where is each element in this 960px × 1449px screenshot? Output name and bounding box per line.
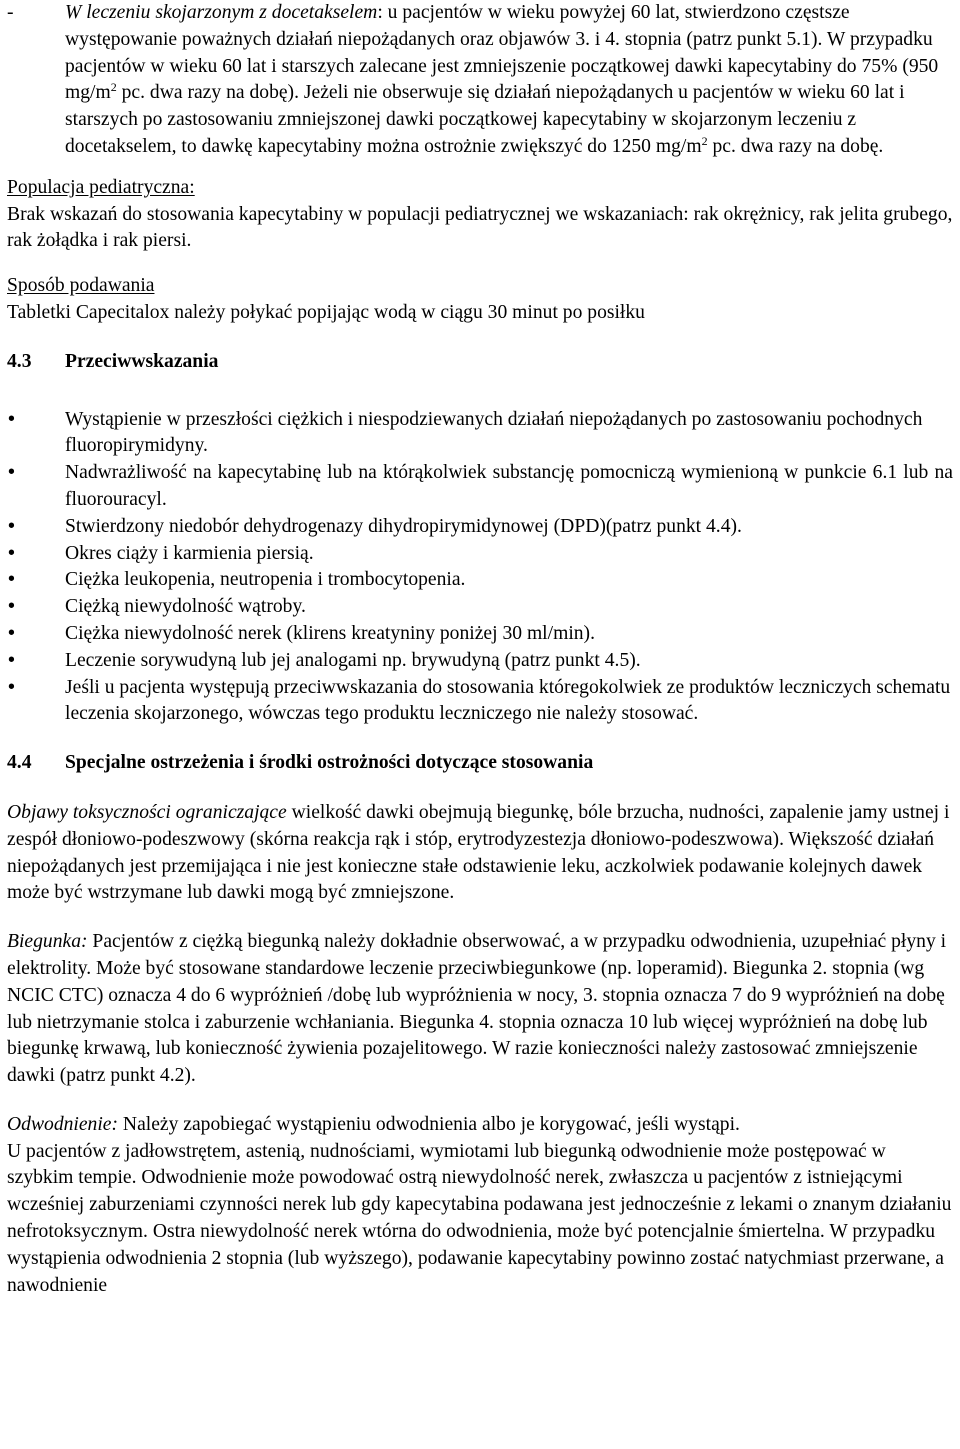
toxicity-text: wielkość dawki obejmują biegunkę, bóle brzucha, nudności, zapalenie jamy ustnej i zespół dłoniowo-podeszwowy (skórna reakcja rąk i stóp, erytrodyzestezja dłoniowo-podeszwowa). Większość działań niepożądanych jest przemijająca i nie jest konieczne stałe odstawienie leku, aczkolwiek podawanie kolejnych dawek może być wstrzymane lub dawki mogą być zmniejszone. xyxy=(7,801,950,904)
bullet-marker: • xyxy=(8,569,15,591)
administration-heading: Sposób podawania xyxy=(7,275,155,297)
contraindication-item xyxy=(7,514,953,541)
diarrhea-label: Biegunka: xyxy=(7,931,88,953)
contraindication-item xyxy=(7,621,953,648)
contraindication-item xyxy=(7,567,953,594)
dehydration-label: Odwodnienie: xyxy=(7,1113,119,1135)
dehydration-text: Należy zapobiegać wystąpieniu odwodnienia albo je korygować, jeśli wystąpi. xyxy=(118,1113,740,1135)
contraindication-text: Ciężką niewydolność wątroby. xyxy=(65,596,306,618)
contraindication-item xyxy=(7,675,953,729)
contraindication-text: Jeśli u pacjenta występują przeciwwskazania do stosowania któregokolwiek ze produktów leczniczych schematu leczenia skojarzonego, wówczas tego produktu leczniczego nie należy stosować. xyxy=(65,676,951,725)
contraindication-text: Leczenie sorywudyną lub jej analogami np. brywudyną (patrz punkt 4.5). xyxy=(65,649,641,671)
docetaxel-text-2: pc. dwa razy na dobę). Jeżeli nie obserwuje się działań niepożądanych u pacjentów w wieku 60 lat i starszych po zastosowaniu zmniejszonej dawki początkowej kapecytabiny w skojarzonym leczeniu z docetakselem, to dawkę kapecytabiny można ostrożnie zwiększyć do 1250 mg/m xyxy=(65,82,905,157)
contraindication-item xyxy=(7,648,953,675)
contraindication-text: Ciężka niewydolność nerek (klirens kreatyniny poniżej 30 ml/min). xyxy=(65,622,595,644)
administration-section xyxy=(7,273,953,327)
bullet-marker: • xyxy=(8,649,15,671)
dehydration-paragraph xyxy=(7,1112,953,1139)
contraindication-text: Ciężka leukopenia, neutropenia i trombocytopenia. xyxy=(65,569,466,591)
section-4-3-heading xyxy=(7,349,953,376)
contraindication-text: Okres ciąży i karmienia piersią. xyxy=(65,542,314,564)
bullet-marker: • xyxy=(8,408,15,430)
docetaxel-text-3: pc. dwa razy na dobę. xyxy=(707,135,884,157)
superscript-2: 2 xyxy=(701,133,708,148)
superscript-1: 2 xyxy=(110,80,117,95)
contraindication-item xyxy=(7,541,953,568)
contraindication-item xyxy=(7,594,953,621)
diarrhea-text: Pacjentów z ciężką biegunką należy dokładnie obserwować, a w przypadku odwodnienia, uzupełniać płyny i elektrolity. Może być stosowane standardowe leczenie przeciwbiegunkowe (np. loperamid). Biegunka 2. stopnia (wg NCIC CTC) oznacza 4 do 6 wypróżnień /dobę lub wypróżnienia w nocy, 3. stopnia oznacza 7 do 9 wypróżnień na dobę lub nietrzymanie stolca i zaburzenie wchłaniania. Biegunka 4. stopnia oznacza 10 lub więcej wypróżnień na dobę lub biegunkę krwawą, lub konieczność żywienia pozajelitowego. W razie konieczności należy zastosować zmniejszenie dawki (patrz punkt 4.2). xyxy=(7,931,947,1087)
bullet-marker: • xyxy=(8,462,15,484)
bullet-marker: • xyxy=(8,676,15,698)
docetaxel-text-1: : u pacjentów w wieku powyżej 60 lat, stwierdzono częstsze występowanie poważnych działań niepożądanych oraz objawów 3. i 4. stopnia (patrz punkt 5.1). W przypadku pacjentów w wieku 60 lat i starszych zalecane jest zmniejszenie początkowej dawki kapecytabiny do 75% (950 mg/m xyxy=(65,2,939,104)
bullet-marker: • xyxy=(8,542,15,564)
contraindication-text: Nadwrażliwość na kapecytabinę lub na którąkolwiek substancję pomocniczą wymienioną w punkcie 6.1 lub na fluorouracyl. xyxy=(65,462,953,510)
contraindication-item xyxy=(7,407,953,461)
dehydration-paragraph-2: U pacjentów z jadłowstrętem, astenią, nudnościami, wymiotami lub biegunką odwodnienie może postępować w szybkim tempie. Odwodnienie może powodować ostrą niewydolność nerek, zwłaszcza u pacjentów z istniejącymi wcześniej zaburzeniami czynności nerek lub gdy kapecytabina podawana jest jednocześnie z lekami o znanym działaniu nefrotoksycznym. Ostra niewydolność nerek wtórna do odwodnienia, może być potencjalnie śmiertelna. W przypadku wystąpienia odwodnienia 2 stopnia (lub wyższego), podawanie kapecytabiny powinno zostać natychmiast przerwane, a nawodnienie xyxy=(7,1140,952,1296)
toxicity-paragraph xyxy=(7,800,953,907)
diarrhea-paragraph xyxy=(7,929,953,1090)
dash-marker: - xyxy=(7,2,14,23)
section-number: 4.3 xyxy=(7,350,32,372)
section-number: 4.4 xyxy=(7,752,32,774)
bullet-marker: • xyxy=(8,515,15,537)
docetaxel-dash-item xyxy=(7,0,953,161)
administration-text: Tabletki Capecitalox należy połykać popijając wodą w ciągu 30 minut po posiłku xyxy=(7,301,645,323)
pediatric-text: Brak wskazań do stosowania kapecytabiny w populacji pediatrycznej we wskazaniach: rak okrężnicy, rak jelita grubego, rak żołądka i rak piersi. xyxy=(7,203,953,252)
document-page xyxy=(7,0,953,1299)
bullet-marker: • xyxy=(8,622,15,644)
section-title: Przeciwwskazania xyxy=(65,350,219,372)
section-4-4-heading xyxy=(7,750,953,777)
contraindications-list xyxy=(7,407,953,729)
toxicity-label: Objawy toksyczności ograniczające xyxy=(7,801,287,823)
docetaxel-label: W leczeniu skojarzonym z docetakselem xyxy=(65,2,378,23)
contraindication-text: Wystąpienie w przeszłości ciężkich i niespodziewanych działań niepożądanych po zastosowaniu pochodnych fluoropirymidyny. xyxy=(65,408,923,457)
pediatric-section xyxy=(7,175,953,255)
contraindication-text: Stwierdzony niedobór dehydrogenazy dihydropirymidynowej (DPD)(patrz punkt 4.4). xyxy=(65,515,742,537)
section-title: Specjalne ostrzeżenia i środki ostrożności dotyczące stosowania xyxy=(65,752,594,774)
bullet-marker: • xyxy=(8,596,15,618)
contraindication-item xyxy=(7,460,953,514)
pediatric-heading: Populacja pediatryczna: xyxy=(7,176,195,198)
